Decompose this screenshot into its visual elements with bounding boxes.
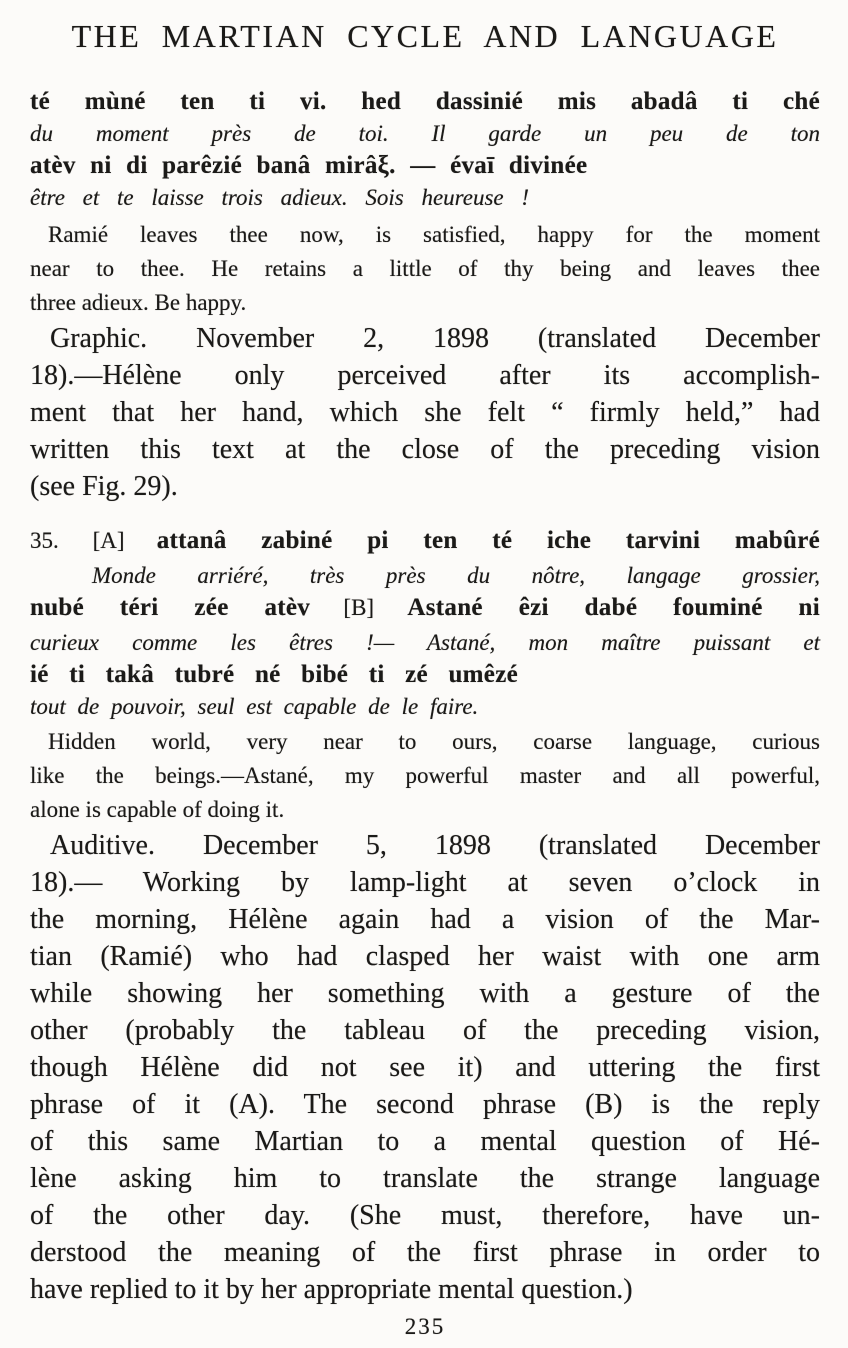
interlinear-passage-35 [30,525,820,723]
french-gloss-line: tout de pouvoir, seul est capable de le faire. [30,694,479,719]
page-title: THE MARTIAN CYCLE AND LANGUAGE [71,18,779,54]
english-translation-34 [30,218,820,320]
translation-line: Hidden world, very near to ours, coarse language, curious [48,729,820,754]
paragraph-line: 18).—Hélène only perceived after its accomplish- [30,360,820,391]
auditive-paragraph [30,827,820,1308]
paragraph-line: though Hélène did not see it) and uttering the first [30,1052,820,1083]
french-gloss-line: Monde arriéré, très près du nôtre, langage grossier, [92,563,820,588]
paragraph-line: (see Fig. 29). [30,471,178,502]
paragraph-line: the morning, Hélène again had a vision of the Mar- [30,904,820,935]
paragraph-line: Auditive. December 5, 1898 (translated December [50,830,820,861]
paragraph-line: have replied to it by her appropriate mental question.) [30,1274,633,1305]
interlinear-passage-34 [30,86,820,214]
martian-text: nubé téri zée atèv [30,594,311,621]
paragraph-line: other (probably the tableau of the preceding vision, [30,1015,820,1046]
graphic-paragraph [30,320,820,505]
translation-line: three adieux. Be happy. [30,290,247,315]
translation-line: near to thee. He retains a little of thy being and leaves thee [30,256,820,281]
page-number: 235 [404,1314,446,1339]
paragraph-line: written this text at the close of the preceding vision [30,434,820,465]
french-gloss-line: du moment près de toi. Il garde un peu de ton [30,121,820,146]
paragraph-line: of this same Martian to a mental question of Hé- [30,1126,820,1157]
paragraph-line: derstood the meaning of the first phrase in order to [30,1237,820,1268]
paragraph-line: phrase of it (A). The second phrase (B) is the reply [30,1089,820,1120]
section-number: 35. [A] [30,528,125,553]
paragraph-line: ment that her hand, which she felt “ firmly held,” had [30,397,820,428]
paragraph-line: tian (Ramié) who had clasped her waist with one arm [30,941,820,972]
martian-text-line: té mùné ten ti vi. hed dassinié mis abadâ ti ché [30,88,820,115]
french-gloss-line: curieux comme les êtres !— Astané, mon maître puissant et [30,630,820,655]
martian-text-line [30,525,820,560]
phrase-b-marker: [B] [343,595,375,620]
paragraph-line: 18).— Working by lamp-light at seven o’clock in [30,867,820,898]
paragraph-line: lène asking him to translate the strange language [30,1163,820,1194]
martian-text: attanâ zabiné pi ten té iche tarvini mabûré [156,527,820,554]
martian-text-line [30,592,820,627]
paragraph-line: of the other day. (She must, therefore, have un- [30,1200,820,1231]
english-translation-35 [30,725,820,827]
french-gloss-line: être et te laisse trois adieux. Sois heureuse ! [30,185,530,210]
paragraph-line: while showing her something with a gesture of the [30,978,820,1009]
translation-line: like the beings.—Astané, my powerful master and all powerful, [30,763,820,788]
translation-line: alone is capable of doing it. [30,797,285,822]
martian-text: Astané êzi dabé fouminé ni [407,594,820,621]
martian-text-line: atèv ni di parêzié banâ mirâξ. — évaī divinée [30,152,588,179]
martian-text-line: ié ti takâ tubré né bibé ti zé umêzé [30,661,518,688]
translation-line: Ramié leaves thee now, is satisfied, happy for the moment [48,222,820,247]
paragraph-line: Graphic. November 2, 1898 (translated December [50,323,820,354]
